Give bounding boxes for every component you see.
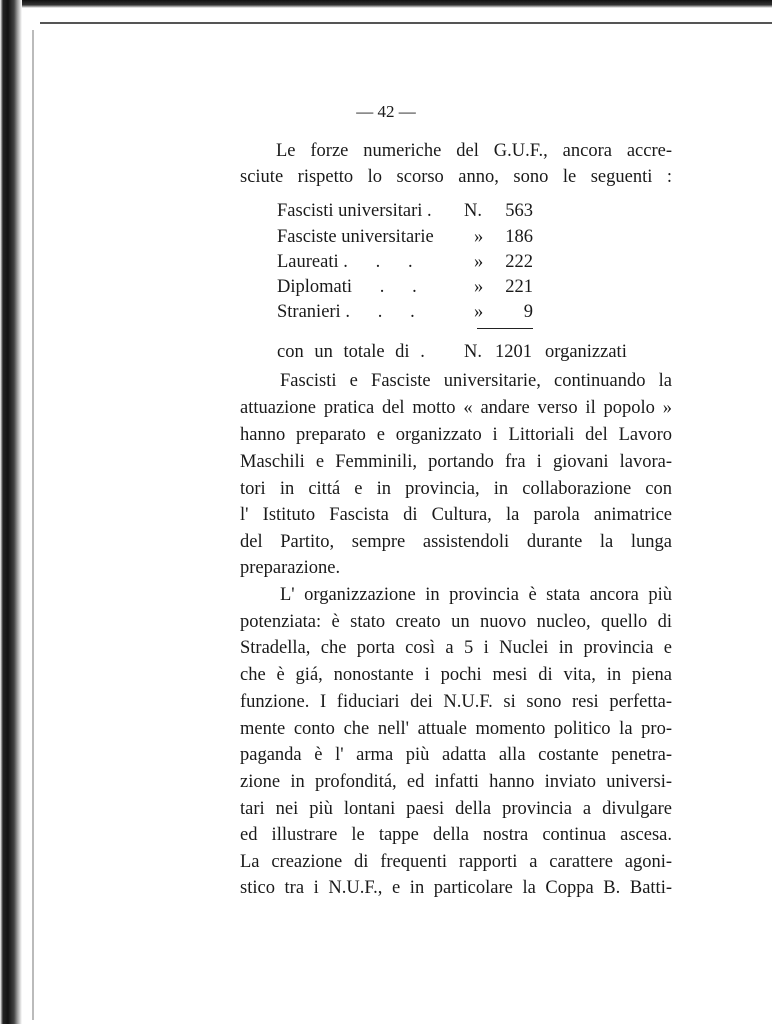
row-mark: » bbox=[474, 277, 484, 297]
text-line: zione in profonditá, ed infatti hanno inviato universi- bbox=[240, 772, 672, 792]
text-line: hanno preparato e organizzato i Littoriali del Lavoro bbox=[240, 425, 672, 445]
text-line: tori in cittá e in provincia, in collaborazione con bbox=[240, 479, 672, 499]
text-line: tari nei più lontani paesi della provincia a divulgare bbox=[240, 799, 672, 819]
text-line: preparazione. bbox=[240, 558, 341, 578]
row-mark: » bbox=[474, 227, 484, 247]
row-value: 221 bbox=[505, 277, 533, 297]
row-label: Fasciste universitarie bbox=[277, 227, 434, 247]
text-line: che è giá, nonostante i pochi mesi di vita, in piena bbox=[240, 665, 672, 685]
row-label: Stranieri . . . bbox=[277, 302, 415, 322]
row-value: 222 bbox=[505, 252, 533, 272]
row-value: 186 bbox=[505, 227, 533, 247]
row-mark: » bbox=[474, 302, 484, 322]
scan-binding-edge bbox=[0, 0, 22, 1024]
text-line: La creazione di frequenti rapporti a carattere agoni- bbox=[240, 852, 672, 872]
text-line: potenziata: è stato creato un nuovo nucleo, quello di bbox=[240, 612, 672, 632]
text-line: Stradella, che porta così a 5 i Nuclei in provincia e bbox=[240, 638, 672, 658]
text-line: Maschili e Femminili, portando fra i giovani lavora- bbox=[240, 452, 672, 472]
intro-line: sciute rispetto lo scorso anno, sono le seguenti : bbox=[240, 167, 672, 187]
text-line: mente conto che nell' attuale momento politico la pro- bbox=[240, 719, 672, 739]
total-label: con un totale di . bbox=[277, 342, 425, 362]
text-line: l' Istituto Fascista di Cultura, la parola animatrice bbox=[240, 505, 672, 525]
intro-line: Le forze numeriche del G.U.F., ancora accre- bbox=[276, 141, 672, 161]
total-mark: N. bbox=[464, 342, 482, 362]
sum-rule bbox=[477, 328, 533, 329]
row-label: Laureati . . . bbox=[277, 252, 413, 272]
text-line: Fascisti e Fasciste universitarie, continuando la bbox=[280, 371, 672, 391]
text-line: L' organizzazione in provincia è stata ancora più bbox=[280, 585, 672, 605]
row-value: 563 bbox=[505, 201, 533, 221]
row-value: 9 bbox=[523, 302, 533, 322]
scan-top-rule bbox=[40, 22, 772, 24]
row-label: Fascisti universitari . bbox=[277, 201, 432, 221]
total-value: 1201 bbox=[495, 342, 532, 362]
text-line: stico tra i N.U.F., e in particolare la Coppa B. Batti- bbox=[240, 878, 672, 898]
total-suffix: organizzati bbox=[545, 342, 627, 362]
scan-top-border bbox=[0, 0, 772, 8]
text-line: ed illustrare le tappe della nostra continua ascesa. bbox=[240, 825, 672, 845]
text-line: attuazione pratica del motto « andare verso il popolo » bbox=[240, 398, 672, 418]
row-label: Diplomati . . bbox=[277, 277, 417, 297]
page-number: — 42 — bbox=[356, 102, 416, 121]
scan-margin-line bbox=[32, 30, 34, 1020]
text-line: del Partito, sempre assistendoli durante la lunga bbox=[240, 532, 672, 552]
row-mark: » bbox=[474, 252, 484, 272]
row-mark: N. bbox=[464, 201, 482, 221]
text-line: paganda è l' arma più adatta alla costante penetra- bbox=[240, 745, 672, 765]
text-line: funzione. I fiduciari dei N.U.F. si sono resi perfetta- bbox=[240, 692, 672, 712]
